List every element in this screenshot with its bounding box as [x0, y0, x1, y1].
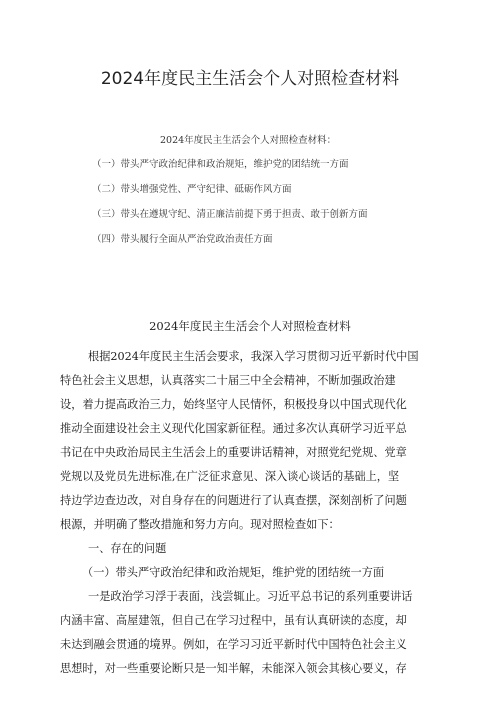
paragraph-line: 根据2024年度民主生活会要求，我深入学习贯彻习近平新时代中国	[88, 350, 419, 363]
document-title: 2024年度民主生活会个人对照检查材料	[100, 69, 400, 89]
toc-item: （四）带头履行全面从严治党政治责任方面	[92, 234, 273, 245]
paragraph-line: 书记在中央政治局民主生活会上的重要讲话精神，对照党纪党规、党章	[60, 446, 407, 459]
section-heading: 一、存在的问题	[88, 542, 167, 555]
paragraph-line: 根源，并明确了整改措施和努力方向。现对照检查如下：	[60, 518, 340, 531]
toc-heading: 2024年度民主生活会个人对照检查材料：	[160, 135, 337, 146]
paragraph-line: 特色社会主义思想，认真落实二十届三中全会精神，不断加强政治建	[60, 374, 396, 387]
paragraph-line: 设，着力提高政治三力，始终坚守人民情怀，积极投身以中国式现代化	[60, 398, 407, 411]
paragraph-line: 推动全面建设社会主义现代化国家新征程。通过多次认真研学习近平总	[60, 422, 407, 435]
paragraph-line: 党规以及党员先进标准,在广泛征求意见、深入谈心谈话的基础上，坚	[60, 470, 400, 483]
paragraph-line: 持边学边查边改，对自身存在的问题进行了认真查摆，深刻剖析了问题	[60, 494, 407, 507]
toc-item: （二）带头增强党性、严守纪律、砥砺作风方面	[92, 184, 292, 195]
body-title: 2024年度民主生活会个人对照检查材料	[149, 319, 351, 333]
paragraph-line: 思想时，对一些重要论断只是一知半解，未能深入领会其核心要义，存	[60, 662, 407, 675]
subsection-heading: （一）带头严守政治纪律和政治规矩，维护党的团结统一方面	[82, 566, 385, 579]
toc-item: （一）带头严守政治纪律和政治规矩，维护党的团结统一方面	[92, 159, 349, 170]
table-of-contents	[92, 130, 432, 252]
body-text	[60, 345, 456, 681]
paragraph-line: 未达到融会贯通的境界。例如，在学习习近平新时代中国特色社会主义	[60, 638, 407, 651]
toc-item: （三）带头在遵规守纪、清正廉洁前提下勇于担责、敢于创新方面	[92, 209, 368, 220]
paragraph-line: 一是政治学习浮于表面，浅尝辄止。习近平总书记的系列重要讲话	[88, 590, 413, 603]
paragraph-line: 内涵丰富、高屋建瓴，但自己在学习过程中，虽有认真研读的态度，却	[60, 614, 407, 627]
